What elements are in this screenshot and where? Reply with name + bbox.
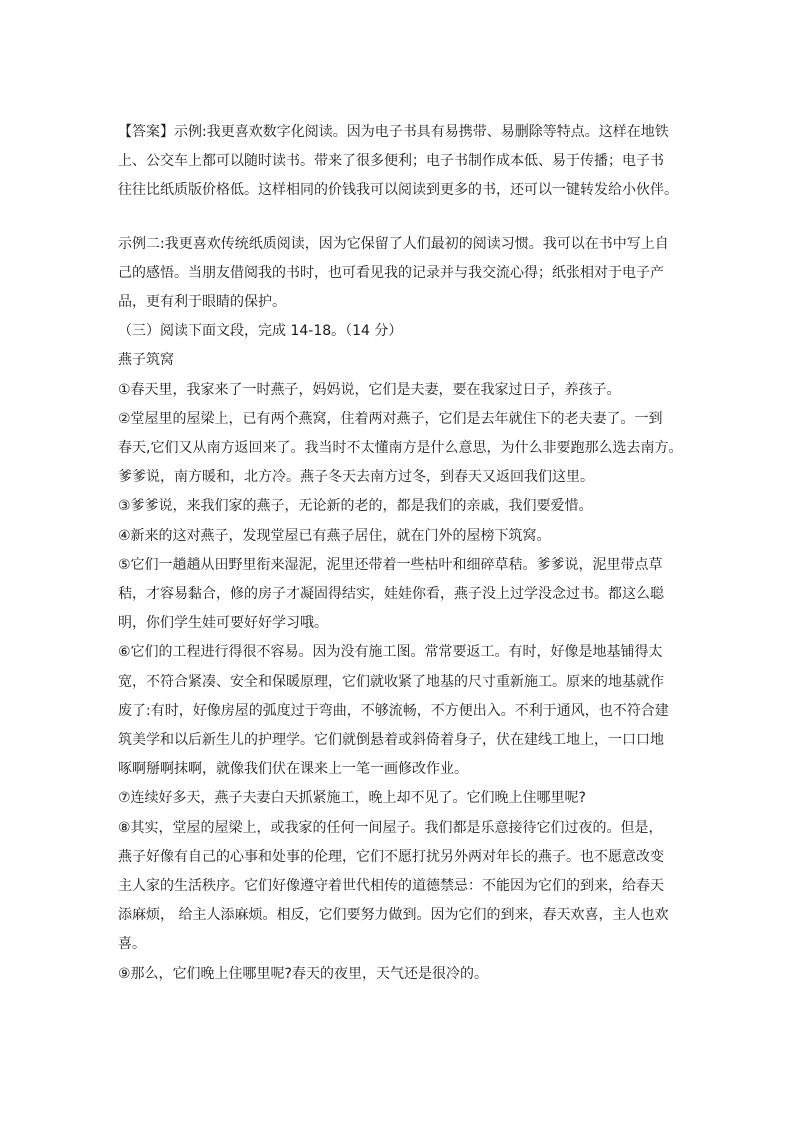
passage-line: 废了:有时，好像房屋的弧度过于弯曲，不够流畅，不方便出入。不利于通风，也不符合建 (118, 702, 669, 719)
passage-line: 明，你们学生娃可要好好学习哦。 (118, 615, 328, 632)
passage-line: ⑤它们一趟趟从田野里衔来湿泥，泥里还带着一些枯叶和细碎草秸。爹爹说，泥里带点草 (118, 556, 663, 573)
passage-line: 筑美学和以后新生儿的护理学。它们就倒悬着或斜倚着身子，伏在建线工地上，一口口地 (118, 732, 664, 749)
passage-line: ④新来的这对燕子，发现堂屋已有燕子居住，就在门外的屋榜下筑窝。 (118, 527, 551, 544)
passage-line: 燕子好像有自己的心事和处事的伦理，它们不愿打扰另外两对年长的燕子。也不愿意改变 (118, 848, 664, 865)
passage-line: 喜。 (118, 936, 146, 953)
document-page (118, 118, 690, 989)
passage-line: ⑦连续好多天，燕子夫妻白天抓紧施工，晚上却不见了。它们晚上住哪里呢? (118, 790, 586, 807)
passage-line: 啄啊掰啊抹啊，就像我们伏在课来上一笔一画修改作业。 (118, 761, 468, 778)
answer-paragraph (118, 118, 690, 206)
paragraph-gap (118, 206, 690, 230)
passage-line: 秸，才容易黏合，修的房子才凝固得结实，娃娃你看，燕子没上过学没念过书。都这么聪 (118, 586, 664, 603)
passage-line: 宽，不符合紧凑、安全和保暖原理，它们就收紧了地基的尺寸重新施工。原来的地基就作 (118, 673, 664, 690)
passage-line: ⑧其实，堂屋的屋梁上，或我家的任何一间屋子。我们都是乐意接待它们过夜的。但是， (118, 819, 663, 836)
passage-line: ②堂屋里的屋梁上，已有两个燕窝，住着两对燕子，它们是去年就住下的老夫妻了。一到 (118, 410, 663, 427)
passage-line: 春天,它们又从南方返回来了。我当时不太懂南方是什么意思，为什么非要跑那么选去南方。 (118, 440, 683, 457)
passage-line: ⑥它们的工程进行得很不容易。因为没有施工图。常常要返工。有时，好像是地基铺得太 (118, 644, 663, 661)
example-two-line: 品，更有利于眼睛的保护。 (118, 294, 286, 311)
passage-line: ①春天里，我家来了一时燕子，妈妈说，它们是夫妻，要在我家过日子，养孩子。 (118, 381, 621, 398)
passage-line: 主人家的生活秩序。它们好像遵守着世代相传的道德禁忌：不能因为它们的到来，给春天 (118, 878, 664, 895)
passage-line: ③爹爹说，来我们家的燕子，无论新的老的，都是我们的亲戚，我们要爱惜。 (118, 498, 593, 515)
answer-line: 【答案】示例:我更喜欢数字化阅读。因为电子书具有易携带、易删除等特点。这样在地铁 (118, 124, 669, 140)
example-two-line: 己的感悟。当朋友借阅我的书时，也可看见我的记录并与我交流心得；纸张相对于电子产 (118, 264, 664, 281)
passage-line: ⑨那么，它们晚上住哪里呢?春天的夜里，天气还是很冷的。 (118, 965, 488, 982)
answer-line: 上、公交车上都可以随时读书。带来了很多便利；电子书制作成本低、易于传播；电子书 (118, 153, 664, 170)
passage-line: 爹爹说，南方暖和，北方冷。燕子冬天去南方过冬，到春天又返回我们这里。 (118, 469, 594, 486)
example-two-line: 示例二:我更喜欢传统纸质阅读，因为它保留了人们最初的阅读习惯。我可以在书中写上自 (118, 235, 669, 252)
example-two-paragraph (118, 230, 690, 318)
passage-line: 添麻烦， 给主人添麻烦。相反，它们要努力做到。因为它们的到来，春天欢喜，主人也欢 (118, 907, 669, 924)
passage-title: 燕子筑窝 (118, 352, 174, 369)
reading-section (118, 317, 690, 989)
answer-line: 往往比纸质版价格低。这样相同的价钱我可以阅读到更多的书，还可以一键转发给小伙伴。 (118, 182, 678, 199)
section-heading: （三）阅读下面文段，完成 14-18。（14 分） (118, 323, 403, 340)
